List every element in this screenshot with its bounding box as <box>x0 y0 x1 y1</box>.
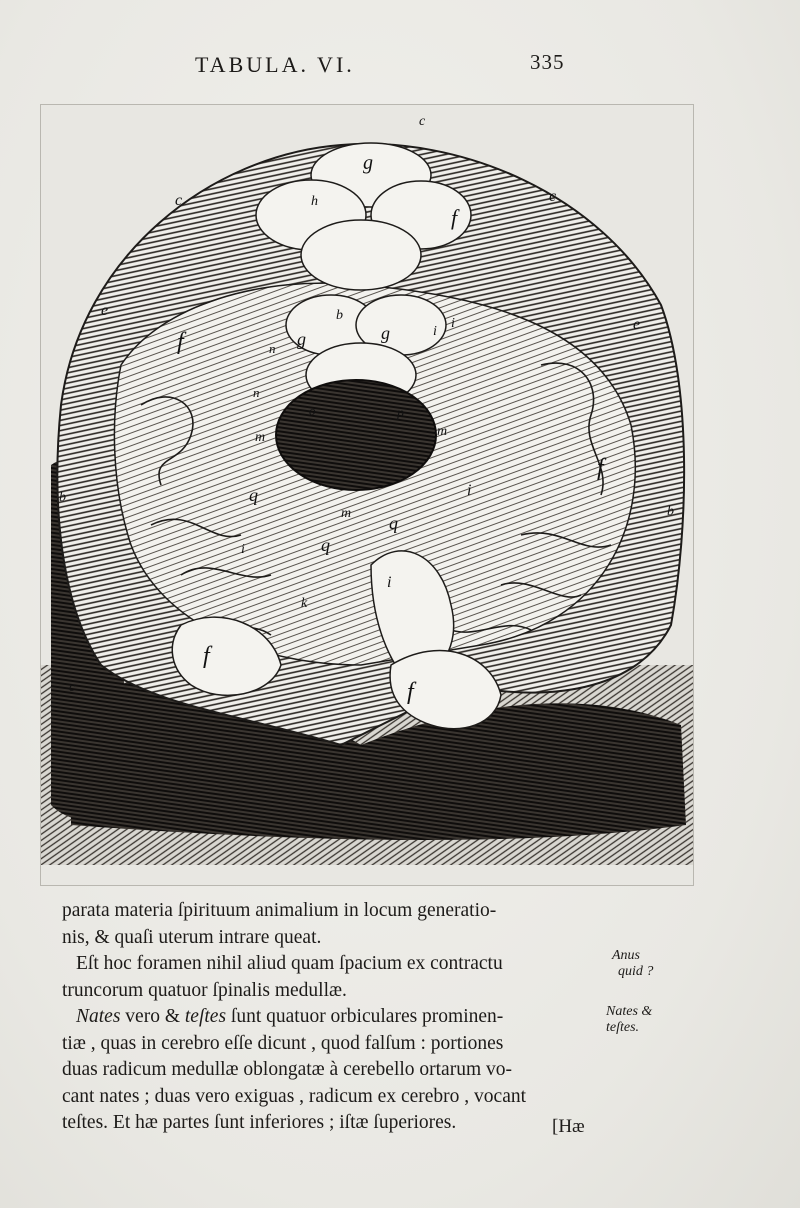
sidenote-line: Anus <box>612 948 640 963</box>
plate-label: f <box>407 679 414 705</box>
plate-label: m <box>437 424 448 439</box>
brain-engraving <box>41 105 693 885</box>
plate-label: m <box>255 430 266 445</box>
plate-label: b <box>59 490 66 505</box>
plate-label: i <box>467 482 472 499</box>
plate-label: p <box>397 406 404 421</box>
plate-label: q <box>389 513 398 533</box>
plate-label: c <box>419 114 426 129</box>
plate-label: q <box>249 485 258 505</box>
text-line: duas radicum medullæ oblongatæ à cerebello ortarum vo- <box>62 1059 512 1080</box>
plate-label: n <box>253 385 260 400</box>
plate-label: f <box>177 329 184 355</box>
plate-label: c <box>69 680 76 695</box>
plate-label: b <box>667 504 674 519</box>
plate-label: i <box>451 316 455 331</box>
engraving-plate <box>40 104 694 886</box>
plate-label: f <box>203 643 210 669</box>
plate-label: i <box>241 542 245 557</box>
plate-label: q <box>321 535 330 555</box>
text-line <box>62 1004 602 1031</box>
plate-label: f <box>597 455 604 481</box>
running-title: TABULA. VI. <box>195 52 355 77</box>
plate-label: e <box>633 316 641 333</box>
sidenote-line: teſtes. <box>606 1020 640 1035</box>
central-cavity <box>276 380 436 490</box>
sidenote-nates <box>606 1004 652 1036</box>
text-fragment: ſunt quatuor orbiculares prominen- <box>230 1006 504 1027</box>
page-number: 335 <box>530 50 565 74</box>
plate-label: g <box>297 329 306 349</box>
text-line: Eſt hoc foramen nihil aliud quam ſpacium ex contractu <box>76 953 503 974</box>
sidenote-line: Nates & <box>606 1004 653 1019</box>
plate-label: c <box>175 192 183 209</box>
text-line: nis, & quaſi uterum intrare queat. <box>62 926 322 948</box>
plate-label: b <box>336 308 343 323</box>
plate-label: k <box>301 596 308 611</box>
text-line: tiæ , quas in cerebro eſſe dicunt , quod falſum : portiones <box>62 1032 504 1054</box>
body-text <box>62 898 602 1137</box>
italic-testes: teſtes <box>184 1006 227 1027</box>
plate-label: n <box>269 341 276 356</box>
catchword: [Hæ <box>552 1116 585 1137</box>
text-line: parata materia ſpirituum animalium in locum generatio- <box>62 900 497 921</box>
italic-nates: Nates <box>76 1006 121 1027</box>
plate-label: f <box>451 205 458 230</box>
plate-label: c <box>549 188 557 205</box>
plate-label: i <box>387 574 392 591</box>
plate-label: i <box>433 324 437 339</box>
sidenote-anus <box>612 948 653 980</box>
text-line: truncorum quatuor ſpinalis medullæ. <box>62 979 347 1001</box>
running-head <box>0 52 800 82</box>
plate-label: h <box>311 194 318 209</box>
plate-label: o <box>309 403 316 418</box>
text-line: cant nates ; duas vero exiguas , radicum ex cerebro , vocant <box>62 1085 527 1107</box>
sidenote-line: quid ? <box>618 964 654 979</box>
plate-label: g <box>363 152 373 174</box>
plate-label: g <box>381 323 390 343</box>
plate-label: m <box>341 506 352 521</box>
plate-label: e <box>101 302 109 319</box>
text-line: teſtes. Et hæ partes ſunt inferiores ; iſtæ ſuperiores. <box>62 1112 457 1133</box>
text-fragment: vero & <box>125 1006 185 1027</box>
